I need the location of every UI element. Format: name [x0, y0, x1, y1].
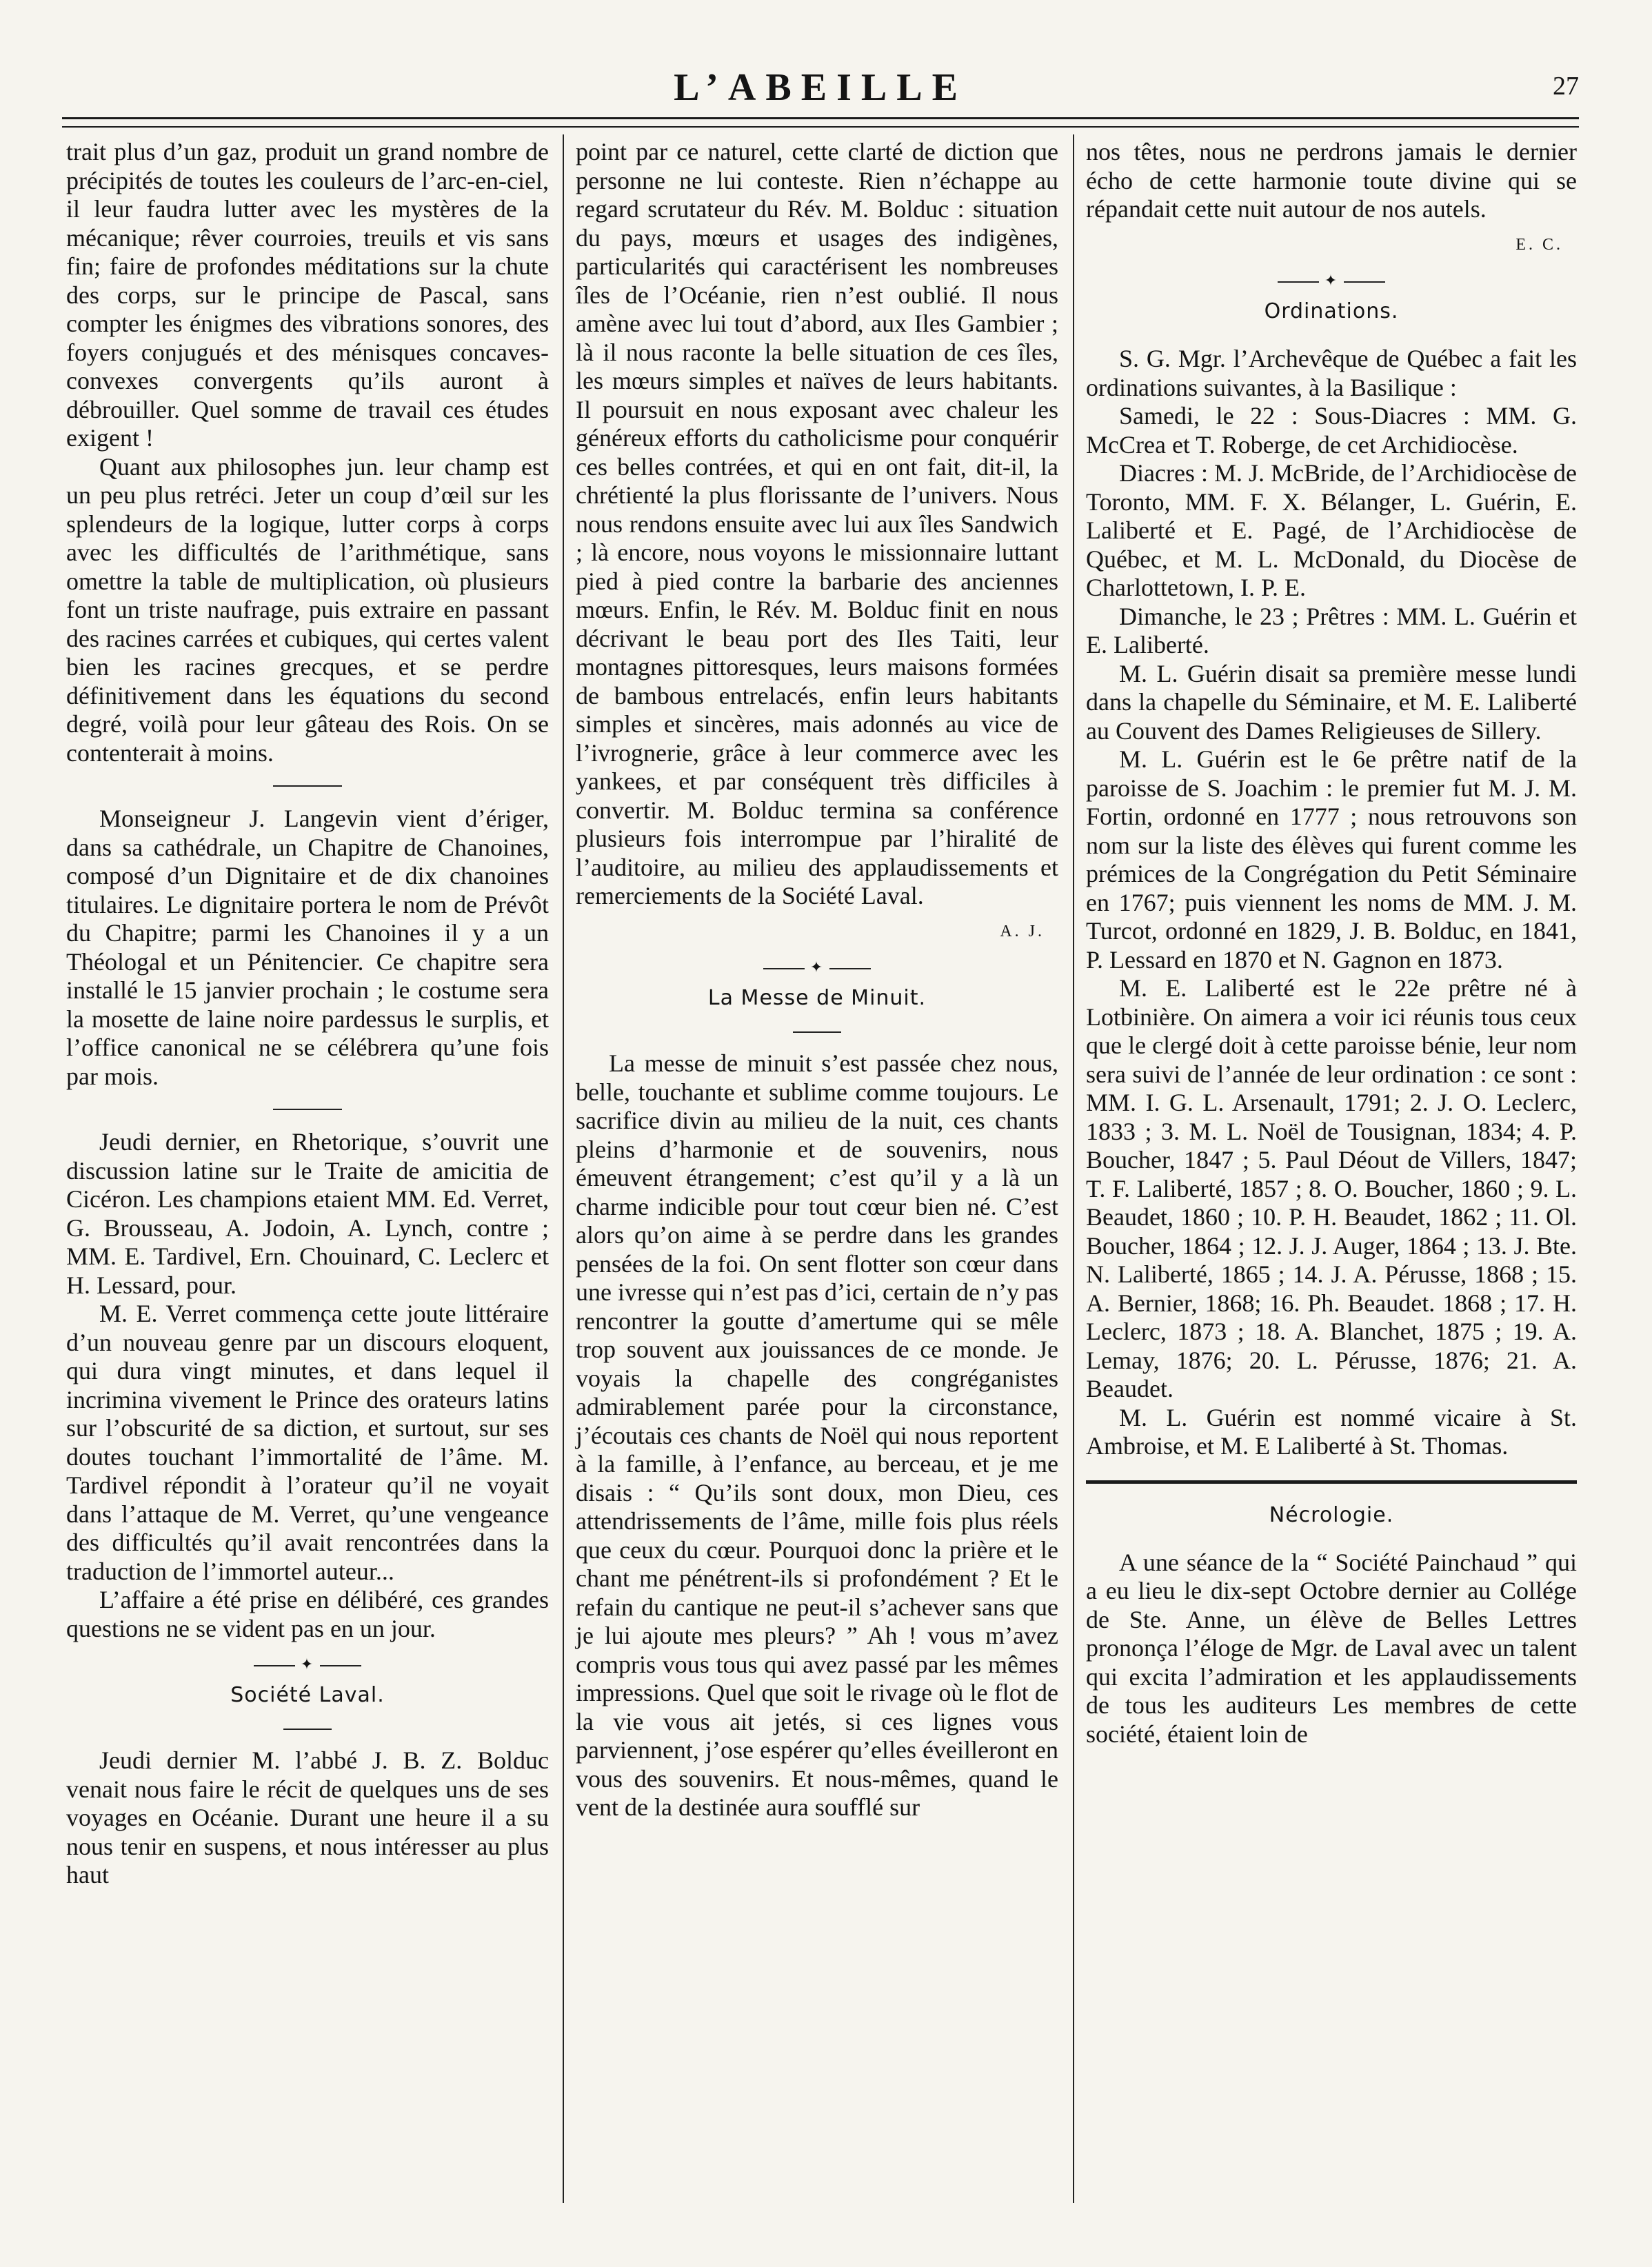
column-2: [576, 138, 1058, 1822]
section-divider: [273, 1109, 342, 1110]
page-number: 27: [1553, 72, 1579, 101]
paragraph: M. E. Laliberté est le 22e prêtre né à Lotbinière. On aimera a voir ici réunis tous ceux que le clergé doit à cette paroisse bénie, leur nom sera suivi de l’année de leur ordination : ce sont : MM. I. G. L. Arsenault, 1791; 2. J. O. Leclerc, 1833 ; 3. M. L. Noël de Tousignan, 1834; 4. P. Boucher, 1847 ; 5. Paul Déout de Villers, 1847; T. F. Laliberté, 1857 ; 8. O. Boucher, 1860 ; 9. L. Beaudet, 1860 ; 10. P. H. Beaudet, 1862 ; 11. Ol. Boucher, 1864 ; 12. J. J. Auger, 1864 ; 13. J. Bte. N. Laliberté, 1865 ; 14. J. A. Pérusse, 1868 ; 15. A. Bernier, 1868; 16. Ph. Beaudet. 1868 ; 17. H. Leclerc, 1873 ; 18. A. Blanchet, 1875 ; 19. A. Lemay, 1876; 20. L. Pérusse, 1876; 21. A. Beaudet.: [1086, 974, 1577, 1402]
author-signature: E. C.: [1515, 235, 1563, 254]
column-3: [1086, 138, 1577, 1749]
paragraph: Dimanche, le 23 ; Prêtres : MM. L. Guérin et E. Laliberté.: [1086, 602, 1577, 658]
author-signature: A. J.: [1000, 922, 1045, 940]
paragraph: M. L. Guérin disait sa première messe lundi dans la chapelle du Séminaire, et M. E. Laliberté au Couvent des Dames Religieuses de Sillery.: [1086, 659, 1577, 745]
paragraph: Quant aux philosophes jun. leur champ est un peu plus retréci. Jeter un coup d’œil sur les splendeurs de la logique, lutter corps à corps avec les difficultés de l’arithmétique, sans omettre la table de multiplication, où plusieurs font un triste naufrage, puis extraire en passant des racines carrées et cubiques, qui certes valent bien les racines grecques, et se perdre définitivement dans les équations du second degré, voilà pour leur gâteau des Rois. On se contenterait à moins.: [66, 452, 549, 767]
paragraph: L’affaire a été prise en délibéré, ces grandes questions ne se vident pas en un jour.: [66, 1586, 549, 1642]
paragraph: Diacres : M. J. McBride, de l’Archidiocèse de Toronto, MM. F. X. Bélanger, L. Guérin, E. Laliberté et E. Pagé, de l’Archidiocèse de Québec, et M. L. McDonald, du Diocèse de Charlottetown, I. P. E.: [1086, 459, 1577, 601]
header-rule: [62, 117, 1579, 128]
section-heading: Société Laval.: [230, 1683, 385, 1707]
paragraph: Jeudi dernier M. l’abbé J. B. Z. Bolduc venait nous faire le récit de quelques uns de ses voyages en Océanie. Durant une heure il a su nous tenir en suspens, et nous intéresser au plus haut: [66, 1746, 549, 1888]
section-divider: [273, 785, 342, 787]
paragraph: La messe de minuit s’est passée chez nous, belle, touchante et sublime comme toujours. Le sacrifice divin au milieu de la nuit, ces chants pleins d’harmonie et de souvenirs, nous émeuvent étrangement; c’est qu’il y a là un charme indicible pour tout cœur bien né. C’est alors qu’on aime à se perdre dans les grandes pensées de la foi. On sent flotter son cœur dans une ivresse qui n’est pas d’ici, certain de n’y pas rencontrer la goutte d’amertume qui se mêle trop souvent aux jouissances de ce monde. Je voyais la chapelle des congréganistes admirablement parée pour la circonstance, j’écoutais ces chants de Noël qui nous reportent à la famille, à l’enfance, au berceau, et je me disais : “ Qu’ils sont doux, mon Dieu, ces attendrissements de l’âme, mille fois plus réels que ceux du cœur. Pourquoi donc la prière et le chant me pénétrent-ils si profondément ? Et le refain du cantique ne peut-il s’achever sans que je lui ajoute mes pleurs? ” Ah ! vous m’avez compris vous tous qui avez passé par les mêmes impressions. Quel que soit le rivage où le flot de la vie vous ait jetés, si ces lignes vous parviennent, j’ose espérer qu’elles éveilleront en vous des souvenirs. Et nous-mêmes, quand le vent de la destinée aura soufflé sur: [576, 1049, 1058, 1821]
ornament-divider: ✦: [576, 960, 1058, 975]
paragraph: trait plus d’un gaz, produit un grand nombre de précipités de toutes les couleurs de l’arc-en-ciel, il leur faudra lutter avec les mystères de la mécanique; rêver courroies, treuils et vis sans fin; faire de profondes méditations sur la chute des corps, sur le principe de Pascal, sans compter les énigmes des vibrations sonores, des foyers conjugués et des ménisques concaves-convexes convergents qu’ils auront à débrouiller. Quel somme de travail ces études exigent !: [66, 138, 549, 452]
column-divider-2: [1073, 134, 1074, 2203]
ornament-divider: ✦: [1086, 273, 1577, 288]
column-divider-1: [563, 134, 564, 2203]
section-heading: Nécrologie.: [1269, 1502, 1394, 1527]
column-1: [66, 138, 549, 1890]
paragraph: A une séance de la “ Société Painchaud ” qui a eu lieu le dix-sept Octobre dernier au Collége de Ste. Anne, un élève de Belles Lettres prononça l’éloge de Mgr. de Laval avec un talent qui excita l’admiration et les applaudissements de tous les auditeurs Les membres de cette société, étaient loin de: [1086, 1548, 1577, 1748]
paragraph: nos têtes, nous ne perdrons jamais le dernier écho de cette harmonie toute divine qui se répandait cette nuit autour de nos autels.: [1086, 138, 1577, 223]
masthead: [62, 66, 1579, 114]
paragraph: Monseigneur J. Langevin vient d’ériger, dans sa cathédrale, un Chapitre de Chanoines, composé d’un Dignitaire et de dix chanoines titulaires. Le dignitaire portera le nom de Prévôt du Chapitre; parmi les Chanoines il y a un Théologal et un Pénitencier. Ce chapitre sera installé le 15 janvier prochain ; le costume sera la mosette de laine noire pardessus le surplis, et l’office canonical ne se célébrera qu’une fois par mois.: [66, 805, 549, 1090]
paragraph: Samedi, le 22 : Sous-Diacres : MM. G. McCrea et T. Roberge, de cet Archidiocèse.: [1086, 402, 1577, 459]
paragraph: S. G. Mgr. l’Archevêque de Québec a fait les ordinations suivantes, à la Basilique :: [1086, 345, 1577, 401]
paragraph: point par ce naturel, cette clarté de diction que personne ne lui conteste. Rien n’échappe au regard scrutateur du Rév. M. Bolduc : situation du pays, mœurs et usages des indigènes, particularités qui caractérisent les nombreuses îles de l’Océanie, rien n’est oublié. Il nous amène avec lui tout d’abord, aux Iles Gambier ; là il nous raconte la belle situation de ces îles, les mœurs simples et naïves de leurs habitants. Il poursuit en nous exposant avec chaleur les généreux efforts du catholicisme pour conquérir ces belles contrées, et qui en ont fait, dit-il, la chrétienté la plus florissante de l’univers. Nous nous rendons ensuite avec lui aux îles Sandwich ; là encore, nous voyons le missionnaire luttant pied à pied contre la barbarie des anciennes mœurs. Enfin, le Rév. M. Bolduc finit en nous décrivant le beau port des Iles Taiti, leur montagnes pittoresques, leurs maisons formées de bambous entrelacés, enfin leurs habitants simples et sincères, mais adonnés au vice de l’ivrognerie, grâce à leur commerce avec les yankees, et par conséquent très difficiles à convertir. M. Bolduc termina sa conférence plusieurs fois interrompue par l’hiralité de l’auditoire, au milieu des applaudissements et remerciements de la Société Laval.: [576, 138, 1058, 909]
paragraph: Jeudi dernier, en Rhetorique, s’ouvrit une discussion latine sur le Traite de amicitia de Cicéron. Les champions etaient MM. Ed. Verret, G. Brousseau, A. Jodoin, A. Lynch, contre ; MM. E. Tardivel, Ern. Chouinard, C. Leclerc et H. Lessard, pour.: [66, 1128, 549, 1299]
heading-rule: [793, 1031, 841, 1033]
section-heading: Ordinations.: [1264, 299, 1399, 323]
section-rule: [1086, 1480, 1577, 1484]
paragraph: M. E. Verret commença cette joute littéraire d’un nouveau genre par un discours eloquent, qui dura vingt minutes, et dans lequel il incrimina vivement le Prince des orateurs latins sur l’obscurité de sa diction, et surtout, sur ses doutes touchant l’immortalité de l’âme. M. Tardivel répondit à l’orateur qu’il ne voyait dans l’attaque de M. Verret, qu’une vengeance des difficultés qu’il avait rencontrées dans la traduction de l’immortel auteur...: [66, 1300, 549, 1585]
ornament-divider: ✦: [66, 1657, 549, 1672]
paragraph: M. L. Guérin est le 6e prêtre natif de la paroisse de S. Joachim : le premier fut M. J. M. Fortin, ordonné en 1777 ; nous retrouvons son nom sur la liste des élèves qui furent comme les prémices de la Congrégation du Petit Séminaire en 1767; puis viennent les noms de MM. J. M. Turcot, ordonné en 1829, J. B. Bolduc, en 1841, P. Lessard en 1870 et N. Gagnon en 1873.: [1086, 745, 1577, 974]
heading-rule: [283, 1729, 332, 1730]
paragraph: M. L. Guérin est nommé vicaire à St. Ambroise, et M. E Laliberté à St. Thomas.: [1086, 1403, 1577, 1460]
newspaper-title: L’ABEILLE: [674, 66, 967, 109]
section-heading: La Messe de Minuit.: [707, 986, 927, 1010]
